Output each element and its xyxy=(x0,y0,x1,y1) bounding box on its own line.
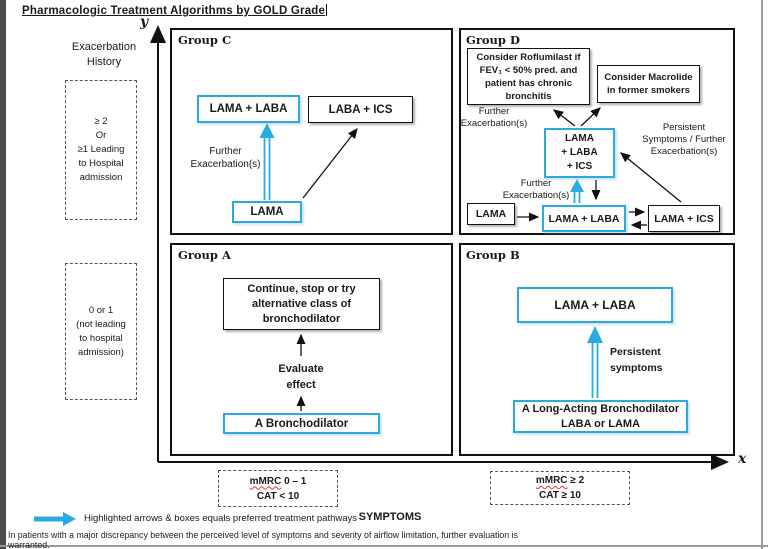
node-c-laba-ics: LABA + ICS xyxy=(308,96,413,123)
label-line: effect xyxy=(286,379,316,391)
band-line xyxy=(536,473,584,488)
node-d-lama-ics: LAMA + ICS xyxy=(648,205,720,232)
legend-text: Highlighted arrows & boxes equals preferred treatment pathways xyxy=(84,513,358,524)
band-line: ≥1 Leading xyxy=(77,144,125,155)
group-a-label: Group A xyxy=(178,248,231,262)
label-line: Persistent xyxy=(662,122,706,133)
node-line: in former smokers xyxy=(607,85,690,96)
legend-highlight-arrow-icon xyxy=(34,512,76,526)
exacerbation-high-band xyxy=(65,80,137,220)
mmrc-value: 0 – 1 xyxy=(281,475,307,487)
exacerbation-low-band xyxy=(65,263,137,400)
page-title xyxy=(22,4,327,17)
exacerbation-title-line: Exacerbation xyxy=(71,41,137,53)
band-line: to hospital xyxy=(79,332,123,344)
node-d-lama-laba: LAMA + LABA xyxy=(542,205,626,232)
band-line: to Hospital xyxy=(78,158,124,169)
band-line: admission) xyxy=(78,346,124,358)
page-title-text: Pharmacologic Treatment Algorithms by GOLD Grade xyxy=(22,5,326,17)
label-line: Exacerbation(s) xyxy=(190,159,261,170)
band-line: Or xyxy=(95,130,107,141)
node-b-lama-laba: LAMA + LABA xyxy=(517,287,673,323)
exacerbation-title-line: History xyxy=(86,56,122,68)
band-line: ≥ 2 xyxy=(94,116,108,127)
band-line: CAT < 10 xyxy=(256,490,300,502)
node-line: + LABA xyxy=(561,147,598,158)
node-c-lama-laba: LAMA + LABA xyxy=(197,95,300,123)
band-line: (not leading xyxy=(76,318,126,330)
x-axis-label: x xyxy=(738,451,747,467)
symptoms-high-band xyxy=(490,471,630,505)
label-d-further-mid xyxy=(500,178,572,202)
label-line: Symptoms / Further xyxy=(642,134,726,145)
exacerbation-history-title xyxy=(45,40,163,70)
label-line: Exacerbation(s) xyxy=(460,118,528,129)
label-d-persistent-symptoms xyxy=(634,122,734,158)
footnote-text: In patients with a major discrepancy between the perceived level of symptoms and severity of airflow limitation, further evaluation is warranted. xyxy=(8,530,518,549)
y-axis-label: y xyxy=(140,14,149,30)
label-line: Further xyxy=(478,106,510,117)
node-line: Consider Roflumilast if xyxy=(476,51,581,63)
node-line: patient has chronic xyxy=(484,77,573,89)
band-line: admission xyxy=(79,172,123,183)
group-c-quadrant xyxy=(170,28,453,235)
node-line: Continue, stop or try xyxy=(247,282,356,295)
label-line: Further xyxy=(209,146,242,157)
node-line: bronchodilator xyxy=(262,312,341,325)
node-a-continue xyxy=(223,278,380,330)
node-d-lama-laba-ics xyxy=(544,128,615,178)
group-d-label: Group D xyxy=(466,33,520,47)
node-d-macrolide xyxy=(597,65,700,103)
node-a-bronchodilator: A Bronchodilator xyxy=(223,413,380,434)
node-line: + ICS xyxy=(566,161,593,172)
node-line: alternative class of xyxy=(251,297,352,310)
label-line: Further xyxy=(520,178,552,189)
group-b-label: Group B xyxy=(466,248,520,262)
node-line: FEV₁ < 50% pred. and xyxy=(479,64,578,76)
label-a-evaluate-effect xyxy=(265,361,337,393)
band-line xyxy=(250,474,307,489)
band-line: 0 or 1 xyxy=(88,304,114,316)
label-line: symptoms xyxy=(610,362,663,374)
band-line: CAT ≥ 10 xyxy=(539,490,581,501)
label-line: Exacerbation(s) xyxy=(502,190,570,201)
label-d-further-left xyxy=(450,106,538,130)
node-line: Consider Macrolide xyxy=(604,72,693,83)
mmrc-term: mMRC xyxy=(249,475,282,487)
node-line: LABA or LAMA xyxy=(560,417,641,430)
label-line: Exacerbation(s) xyxy=(650,146,718,157)
node-line: LAMA xyxy=(565,133,594,144)
symptoms-axis-title: SYMPTOMS xyxy=(358,511,422,523)
mmrc-value: ≥ 2 xyxy=(567,475,585,486)
node-line: A Long-Acting Bronchodilator xyxy=(521,402,680,415)
node-c-lama: LAMA xyxy=(232,201,302,223)
label-b-persistent-symptoms xyxy=(610,344,682,376)
node-d-lama: LAMA xyxy=(467,203,515,225)
label-c-further-exacerbations xyxy=(178,145,273,171)
node-line: bronchitis xyxy=(505,90,552,102)
node-d-roflumilast xyxy=(467,48,590,105)
node-b-long-acting xyxy=(513,400,688,433)
text-cursor[interactable] xyxy=(326,4,327,16)
group-c-label: Group C xyxy=(178,33,232,47)
label-line: Persistent xyxy=(610,346,661,358)
label-line: Evaluate xyxy=(278,363,324,375)
symptoms-low-band xyxy=(218,470,338,507)
mmrc-term: mMRC xyxy=(535,475,568,486)
